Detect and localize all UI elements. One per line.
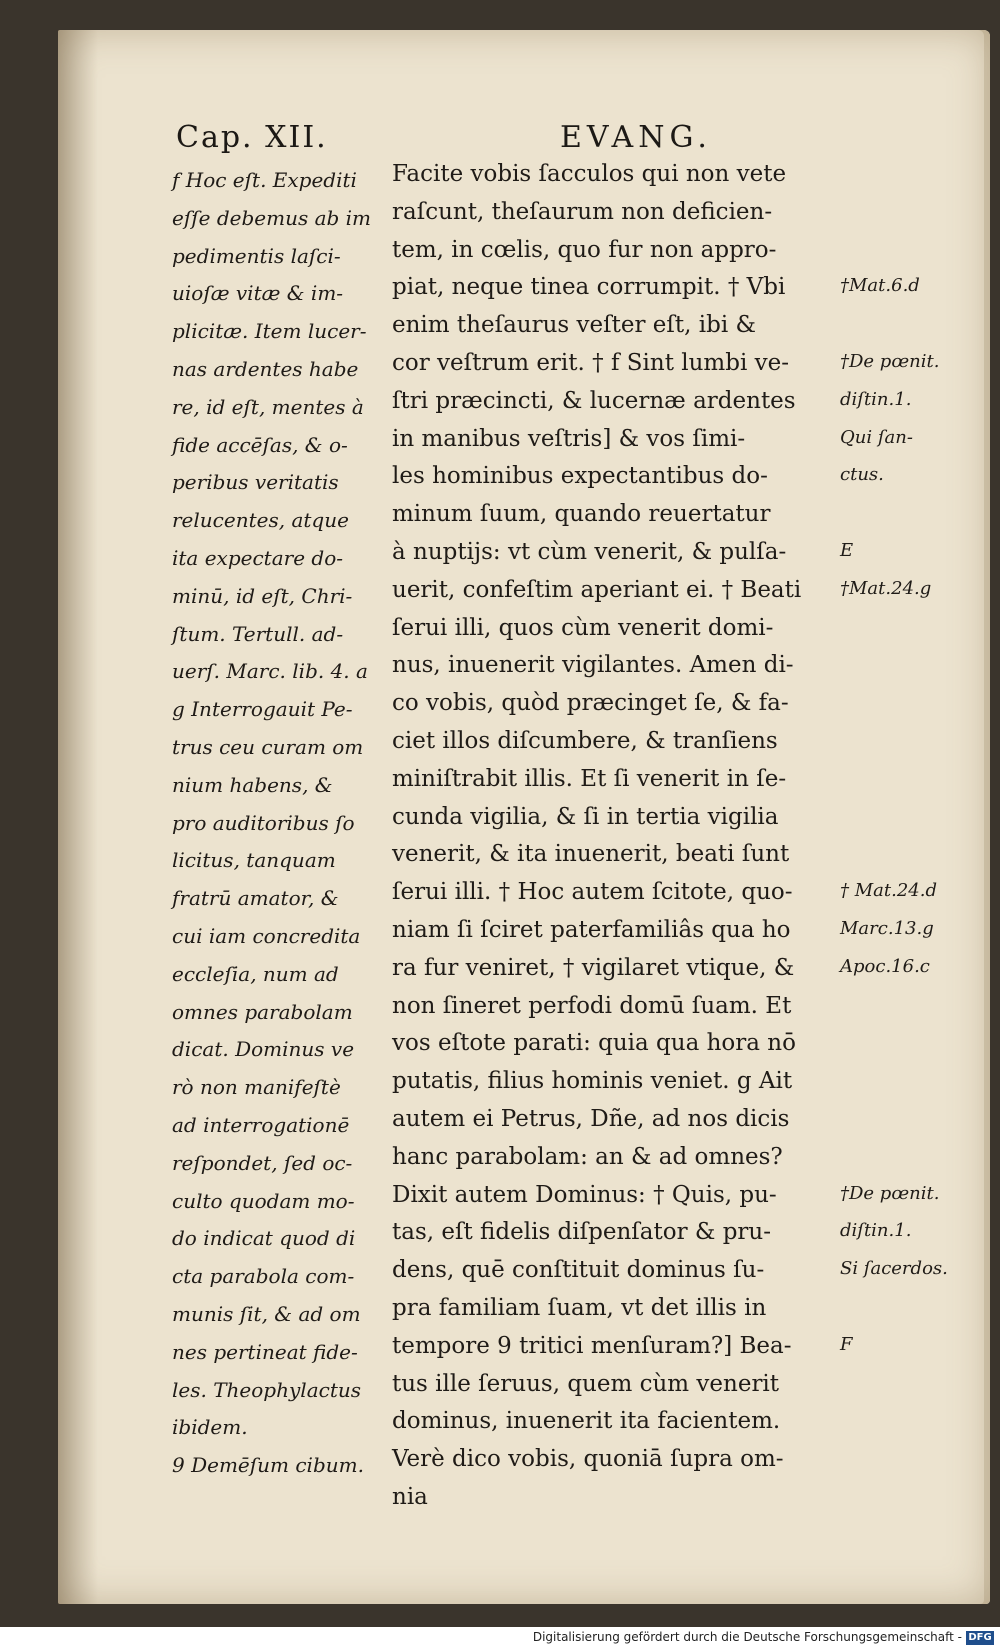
book-heading: EVANG. [560, 120, 712, 155]
cross-reference: diſtin.1. [840, 1220, 912, 1242]
cross-reference: Qui ſan- [840, 426, 913, 448]
text-line: autem ei Petrus, Dñe, ad nos dicis [392, 1105, 790, 1132]
text-line: vos eſtote parati: quia qua hora nō [392, 1030, 796, 1057]
commentary-line: pro auditoribus ſo [172, 810, 355, 835]
chapter-heading: Cap. XII. [176, 120, 328, 155]
text-line: putatis, filius hominis veniet. g Ait [392, 1068, 793, 1095]
cross-reference: †Mat.24.g [840, 577, 932, 599]
commentary-line: ibidem. [172, 1415, 248, 1440]
commentary-line: culto quodam mo- [172, 1188, 355, 1213]
text-line: Facite vobis ſacculos qui non vete [392, 161, 787, 187]
commentary-line: minū, id eſt, Chri- [172, 583, 353, 608]
commentary-line: eccleſia, num ad [172, 961, 339, 986]
commentary-line: munis ſit, & ad om [172, 1301, 361, 1326]
text-line: ſerui illi. † Hoc autem ſcitote, quo- [392, 879, 793, 906]
text-line: tas, eſt fidelis diſpenſator & pru- [392, 1219, 772, 1246]
text-line: ciet illos diſcumbere, & tranſiens [392, 727, 778, 754]
commentary-line: peribus veritatis [172, 470, 339, 495]
text-line: nia [392, 1483, 428, 1510]
text-line: tus ille ſeruus, quem cùm venerit [392, 1370, 780, 1397]
cross-reference: †De pœnit. [840, 351, 940, 372]
text-line: hanc parabolam: an & ad omnes? [392, 1143, 783, 1170]
commentary-line: uioſæ vitæ & im- [172, 281, 344, 306]
commentary-line: omnes parabolam [172, 999, 353, 1024]
main-text-column [392, 156, 837, 1517]
commentary-line: rò non manifeſtè [172, 1075, 341, 1100]
commentary-line: g Interrogauit Pe- [172, 697, 353, 722]
cross-reference: † Mat.24.d [840, 880, 937, 902]
commentary-line: dicat. Dominus ve [172, 1037, 355, 1062]
commentary-line: nes pertineat fide- [172, 1339, 358, 1364]
commentary-line: eſſe debemus ab im [172, 205, 372, 230]
cross-reference: diſtin.1. [840, 388, 912, 410]
text-line: piat, neque tinea corrumpit. † Vbi [392, 274, 786, 301]
cross-reference: Apoc.16.c [840, 955, 930, 977]
cross-reference: †De pœnit. [840, 1182, 940, 1204]
commentary-line: nas ardentes habe [172, 356, 359, 381]
text-line: niam ſi ſciret paterfamiliâs qua ho [392, 916, 791, 943]
text-line: Dixit autem Dominus: † Quis, pu- [392, 1181, 777, 1208]
text-line: nus, inuenerit vigilantes. Amen di- [392, 652, 794, 679]
commentary-line: ſtum. Tertull. ad- [172, 621, 344, 646]
text-line: raſcunt, theſaurum non deficien- [392, 198, 773, 225]
commentary-line: pedimentis laſci- [172, 243, 341, 268]
commentary-line: do indicat quod di [172, 1226, 356, 1251]
cross-reference: Si ſacerdos. [840, 1258, 948, 1280]
text-line: dens, quē conſtituit dominus ſu- [392, 1257, 765, 1284]
text-line: minum ſuum, quando reuertatur [392, 501, 771, 528]
commentary-line: trus ceu curam om [172, 734, 364, 759]
text-line: cor veſtrum erit. † f Sint lumbi ve- [392, 349, 790, 376]
text-line: tem, in cœlis, quo fur non appro- [392, 236, 777, 263]
footer-credit: Digitalisierung gefördert durch die Deutsche Forschungsgemeinschaft - [532, 1630, 962, 1644]
marginal-commentary [172, 162, 422, 1485]
dfg-logo: DFG [966, 1631, 994, 1645]
commentary-line: ita expectare do- [172, 545, 343, 570]
text-line: dominus, inuenerit ita facientem. [392, 1408, 781, 1435]
commentary-line: cta parabola com- [172, 1264, 355, 1289]
cross-reference: †Mat.6.d [840, 275, 920, 297]
text-line: ſtri præcincti, & lucernæ ardentes [392, 387, 796, 414]
commentary-line: nium habens, & [172, 772, 333, 797]
cross-reference: E [840, 540, 854, 561]
text-line: in manibus veſtris] & vos ſimi- [392, 425, 746, 452]
commentary-line: re, id eſt, mentes à [172, 394, 364, 419]
cross-reference: Marc.13.g [840, 918, 934, 939]
text-line: co vobis, quòd præcinget ſe, & fa- [392, 690, 789, 717]
commentary-line: reſpondet, ſed oc- [172, 1150, 353, 1175]
commentary-line: plicitæ. Item lucer- [172, 319, 367, 344]
text-line: enim theſaurus veſter eſt, ibi & [392, 312, 757, 339]
commentary-line: cui iam concredita [172, 923, 361, 948]
commentary-line: f Hoc eſt. Expediti [172, 168, 357, 192]
commentary-line: relucentes, atque [172, 508, 349, 533]
commentary-line: ad interrogationē [172, 1112, 350, 1137]
text-line: non ſineret perfodi domū ſuam. Et [392, 992, 792, 1019]
text-line: miniſtrabit illis. Et ſi venerit in ſe- [392, 765, 787, 792]
commentary-line: uerſ. Marc. lib. 4. a [172, 659, 368, 684]
text-line: ra fur veniret, † vigilaret vtique, & [392, 954, 795, 981]
commentary-line: les. Theophylactus [172, 1377, 361, 1402]
text-line: pra familiam ſuam, vt det illis in [392, 1294, 767, 1321]
commentary-line: fratrū amator, & [172, 886, 339, 911]
text-line: ſerui illi, quos cùm venerit domi- [392, 614, 774, 641]
text-line: venerit, & ita inuenerit, beati ſunt [392, 841, 790, 868]
cross-reference: ctus. [840, 464, 884, 486]
text-line: Verè dico vobis, quoniā ſupra om- [392, 1446, 784, 1473]
text-line: tempore 9 tritici menſuram?] Bea- [392, 1332, 792, 1359]
text-line: les hominibus expectantibus do- [392, 463, 768, 490]
text-line: à nuptijs: vt cùm venerit, & pulſa- [392, 538, 787, 565]
commentary-line: 9 Demēſum cibum. [172, 1453, 364, 1478]
page-gutter-shadow [58, 30, 98, 1604]
text-line: uerit, confeſtim aperiant ei. † Beati [392, 576, 802, 603]
commentary-line: fide accēſas, & o- [172, 432, 348, 457]
commentary-line: licitus, tanquam [172, 848, 336, 873]
cross-reference: F [840, 1333, 853, 1355]
text-line: cunda vigilia, & ſi in tertia vigilia [392, 803, 779, 830]
